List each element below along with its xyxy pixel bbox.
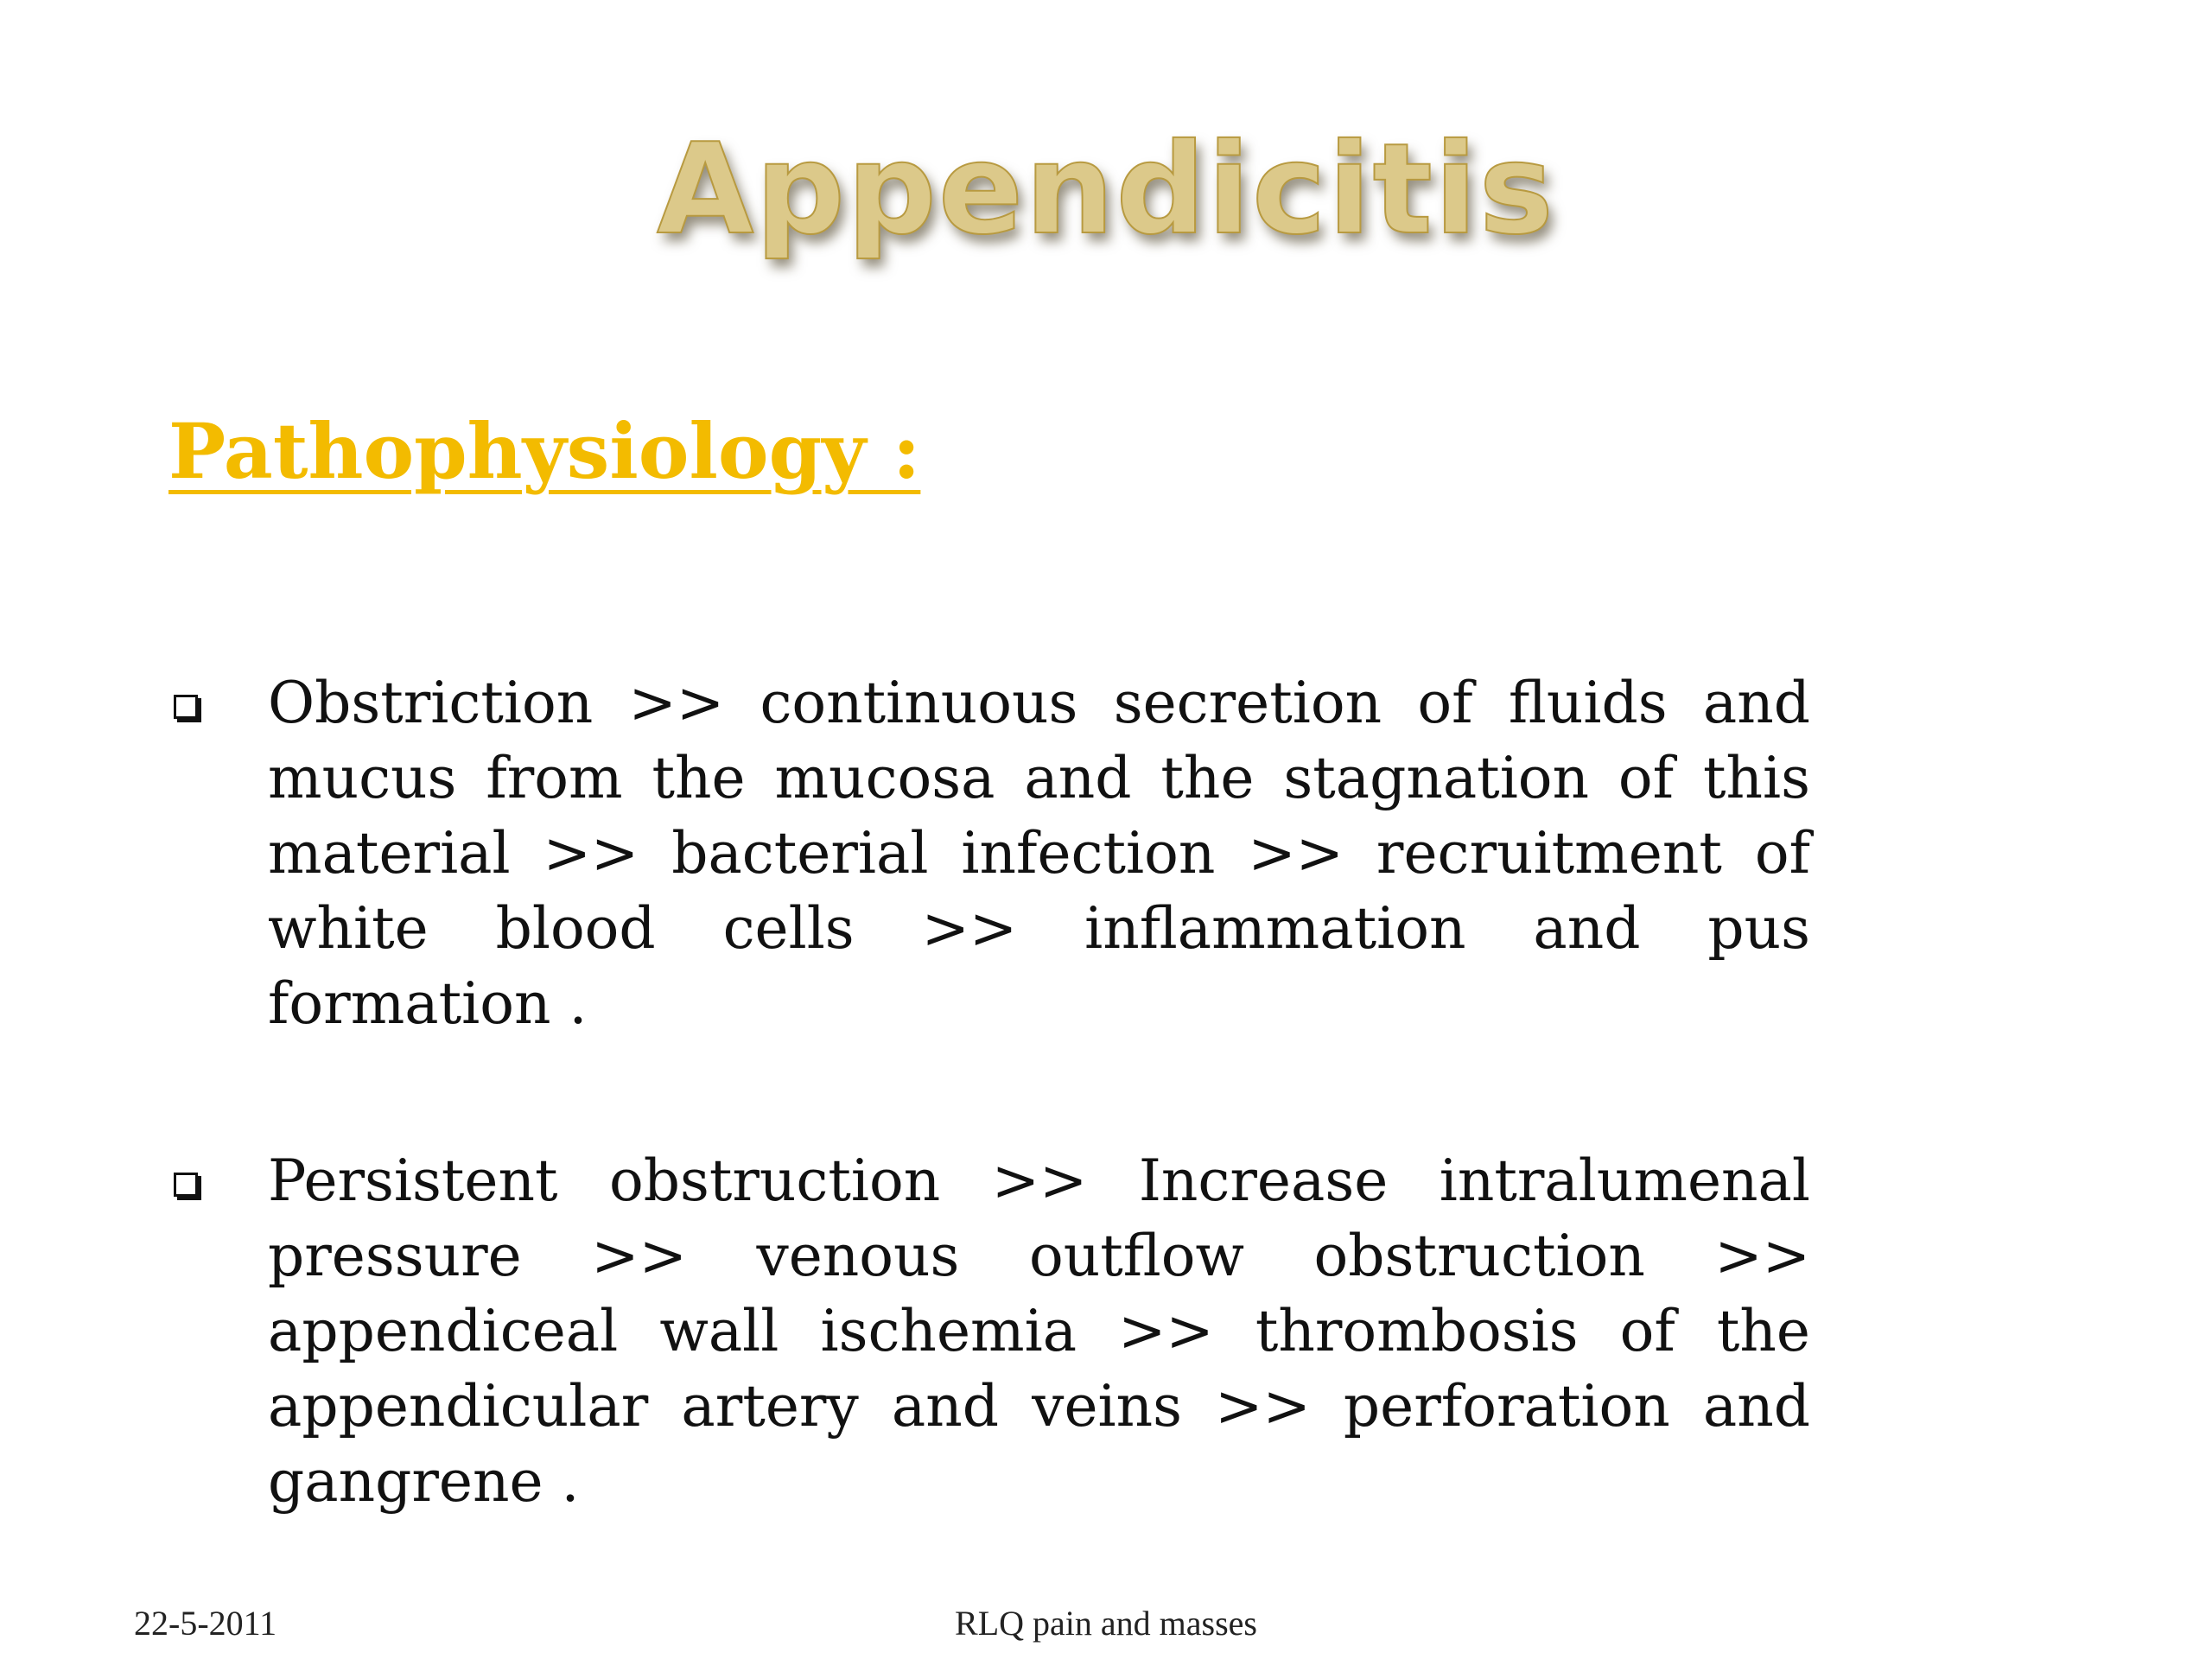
- bullet-text: Persistent obstruction >> Increase intralumenal pressure >> venous outflow obstruction >> appendiceal wall ischemia >> thrombosis of the appendicular artery and veins >> perforation and gangrene .: [268, 1147, 1810, 1515]
- bullet-item: [168, 1143, 1810, 1519]
- slide-title: Appendicitis: [657, 117, 1555, 263]
- section-heading: Pathophysiology :: [168, 406, 921, 496]
- bullet-list: [168, 665, 1810, 1621]
- footer-title: RLQ pain and masses: [955, 1604, 1257, 1643]
- hollow-square-bullet-icon: [174, 1173, 198, 1197]
- hollow-square-bullet-icon: [174, 695, 198, 719]
- footer-date: 22-5-2011: [134, 1604, 277, 1643]
- bullet-item: [168, 665, 1810, 1041]
- bullet-text: Obstriction >> continuous secretion of fluids and mucus from the mucosa and the stagnation of this material >> bacterial infection >> recruitment of white blood cells >> inflammation and pus formation .: [268, 670, 1810, 1037]
